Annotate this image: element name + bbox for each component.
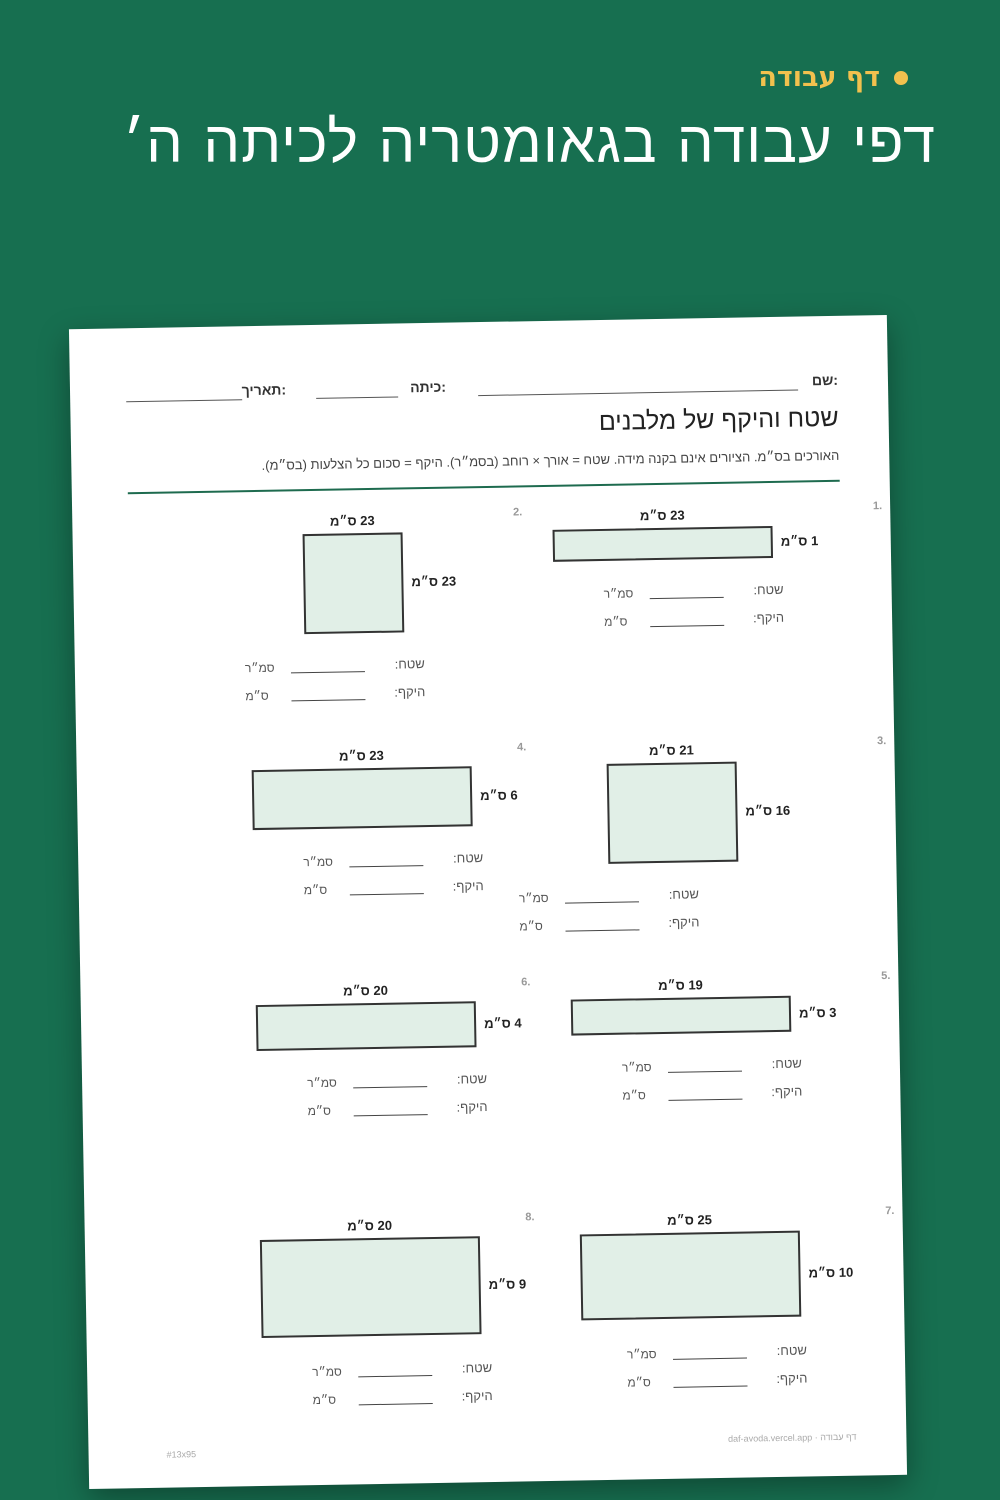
- perimeter-answer: [627, 1371, 807, 1396]
- problem-number: 7.: [885, 1204, 895, 1218]
- name-field[interactable]: [478, 368, 838, 398]
- area-blank[interactable]: [358, 1375, 432, 1377]
- problem-number: 1.: [872, 500, 883, 513]
- problem-4: [186, 741, 530, 977]
- rectangle-shape: [256, 1001, 477, 1051]
- width-label: 23 ס״מ: [338, 747, 384, 764]
- area-label: שטח:: [771, 1055, 802, 1072]
- perimeter-label: היקף:: [771, 1083, 803, 1100]
- class-label: כיתה:: [409, 378, 447, 396]
- problem-number: 5.: [881, 969, 891, 983]
- area-blank[interactable]: [668, 1071, 742, 1073]
- perimeter-answer: [307, 1099, 487, 1124]
- perimeter-unit: ס״מ: [627, 1375, 651, 1390]
- perimeter-blank[interactable]: [350, 893, 424, 895]
- rectangle-shape: [580, 1231, 801, 1321]
- width-label: 23 ס״מ: [639, 507, 685, 524]
- height-label: 23 ס״מ: [411, 573, 457, 590]
- rectangle-shape: [260, 1236, 482, 1338]
- footer-site: דף עבודה · daf-avoda.vercel.app: [728, 1431, 857, 1444]
- rectangle-shape: [571, 996, 792, 1036]
- area-unit: סמ״ר: [518, 890, 549, 906]
- date-field[interactable]: [126, 377, 286, 404]
- area-label: שטח:: [753, 581, 784, 598]
- date-line: [126, 399, 242, 402]
- perimeter-answer: [313, 1388, 493, 1413]
- area-label: שטח:: [668, 886, 700, 902]
- problem-number: 3.: [876, 735, 887, 748]
- perimeter-blank[interactable]: [359, 1403, 433, 1405]
- height-label: 4 ס״מ: [483, 1015, 522, 1032]
- brand-tag-text: דף עבודה: [758, 62, 880, 93]
- problem-8: [194, 1211, 538, 1447]
- area-unit: סמ״ר: [312, 1364, 342, 1380]
- worksheet-title: שטח והיקף של מלבנים: [598, 403, 839, 436]
- width-label: 20 ס״מ: [343, 982, 389, 999]
- area-label: שטח:: [456, 1071, 488, 1087]
- perimeter-unit: ס״מ: [245, 688, 269, 704]
- width-label: 21 ס״מ: [648, 742, 694, 759]
- perimeter-answer: [304, 878, 484, 903]
- height-label: 3 ס״מ: [798, 1004, 837, 1021]
- date-label: תאריך:: [241, 381, 287, 399]
- perimeter-answer: [245, 684, 425, 709]
- problem-number: 4.: [517, 741, 527, 754]
- height-label: 16 ס״מ: [745, 802, 791, 819]
- height-label: 9 ס״מ: [488, 1276, 527, 1293]
- problem-3: [518, 735, 890, 971]
- rectangle-shape: [607, 762, 739, 864]
- rectangle-shape: [553, 526, 774, 562]
- area-unit: סמ״ר: [626, 1347, 657, 1362]
- width-label: 25 ס״מ: [667, 1212, 713, 1228]
- problem-1: [542, 500, 886, 736]
- area-label: שטח:: [452, 850, 484, 866]
- footer-id: #13x95: [166, 1449, 197, 1460]
- width-label: 23 ס״מ: [329, 512, 375, 529]
- area-blank[interactable]: [673, 1358, 747, 1360]
- worksheet-instructions: האורכים בס״מ. הציורים אינם בקנה מידה. שטח = אורך × רוחב (בסמ״ר). היקף = סכום כל הצלעות (בס״מ).: [261, 447, 840, 473]
- perimeter-blank[interactable]: [566, 929, 640, 931]
- perimeter-label: היקף:: [394, 684, 426, 700]
- problem-number: 2.: [512, 506, 523, 519]
- perimeter-answer: [519, 914, 699, 939]
- area-unit: סמ״ר: [603, 586, 634, 601]
- area-answer: [245, 656, 425, 681]
- perimeter-label: היקף:: [752, 609, 785, 626]
- height-label: 1 ס״מ: [780, 533, 819, 549]
- area-answer: [307, 1071, 487, 1096]
- area-blank[interactable]: [349, 865, 423, 867]
- perimeter-blank[interactable]: [650, 625, 724, 627]
- perimeter-answer: [604, 610, 784, 635]
- student-fields: [126, 368, 838, 410]
- area-blank[interactable]: [353, 1086, 427, 1088]
- area-label: שטח:: [394, 656, 425, 672]
- height-label: 10 ס״מ: [808, 1264, 854, 1281]
- area-blank[interactable]: [291, 671, 365, 673]
- perimeter-unit: ס״מ: [307, 1103, 332, 1119]
- problem-number: 6.: [521, 976, 531, 989]
- rectangle-shape: [252, 766, 473, 830]
- area-unit: סמ״ר: [621, 1060, 652, 1075]
- bullet-dot-icon: [894, 71, 908, 85]
- height-label: 6 ס״מ: [480, 787, 518, 804]
- name-label: שם:: [811, 371, 839, 389]
- area-unit: סמ״ר: [244, 660, 275, 676]
- area-label: שטח:: [776, 1342, 807, 1359]
- perimeter-unit: ס״מ: [303, 882, 328, 898]
- area-label: שטח:: [461, 1360, 493, 1376]
- perimeter-label: היקף:: [668, 914, 700, 930]
- perimeter-unit: ס״מ: [622, 1088, 646, 1103]
- class-field[interactable]: [316, 375, 446, 401]
- area-unit: סמ״ר: [307, 1075, 337, 1091]
- area-blank[interactable]: [650, 597, 724, 599]
- worksheet-page: [69, 315, 907, 1489]
- perimeter-unit: ס״מ: [519, 919, 543, 934]
- perimeter-label: היקף:: [456, 1099, 488, 1115]
- width-label: 20 ס״מ: [347, 1217, 393, 1234]
- perimeter-blank[interactable]: [673, 1386, 747, 1388]
- area-answer: [312, 1360, 492, 1385]
- perimeter-answer: [622, 1084, 802, 1109]
- rectangle-shape: [303, 532, 405, 634]
- area-answer: [627, 1343, 807, 1368]
- perimeter-blank[interactable]: [354, 1114, 428, 1116]
- problem-5: [550, 970, 894, 1206]
- header-divider: [128, 480, 840, 494]
- area-blank[interactable]: [565, 901, 639, 903]
- problem-6: [190, 976, 534, 1212]
- perimeter-blank[interactable]: [291, 699, 365, 701]
- brand-tag: [758, 62, 908, 93]
- problem-7: [554, 1205, 898, 1441]
- area-answer: [519, 886, 699, 911]
- area-answer: [603, 582, 783, 607]
- perimeter-label: היקף:: [452, 878, 484, 894]
- perimeter-blank[interactable]: [668, 1099, 742, 1101]
- perimeter-unit: ס״מ: [604, 614, 628, 629]
- name-line: [478, 390, 798, 397]
- page-headline: דפי עבודה בגאומטריה לכיתה ה׳: [122, 108, 936, 176]
- perimeter-label: היקף:: [461, 1387, 493, 1404]
- perimeter-label: היקף:: [776, 1370, 808, 1387]
- class-line: [316, 396, 398, 398]
- perimeter-unit: ס״מ: [312, 1392, 337, 1408]
- problem-2: [182, 506, 526, 742]
- area-answer: [303, 850, 483, 875]
- problem-number: 8.: [525, 1211, 535, 1224]
- area-unit: סמ״ר: [303, 854, 334, 870]
- width-label: 19 ס״מ: [657, 977, 703, 994]
- area-answer: [622, 1056, 802, 1081]
